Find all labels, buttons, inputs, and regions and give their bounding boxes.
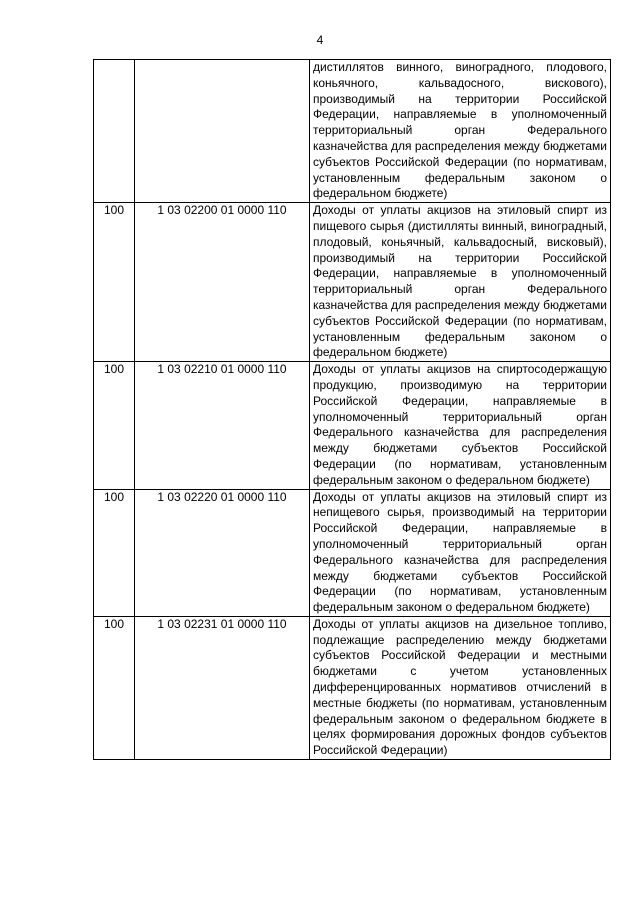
description-cell	[310, 489, 611, 616]
description-cell	[310, 60, 611, 203]
page-number: 4	[316, 33, 324, 47]
table-row	[94, 489, 611, 616]
kbk-code-cell: 1 03 02200 01 0000 110	[135, 203, 310, 362]
revenue-classification-table	[93, 59, 611, 760]
kbk-code-cell: 1 03 02210 01 0000 110	[135, 362, 310, 489]
admin-code-cell: 100	[94, 203, 135, 362]
description-cell	[310, 616, 611, 759]
description-text: Доходы от уплаты акцизов на дизельное топливо, подлежащие распределению между бюджетами субъектов Российской Федерации и местными бюджетами с учетом установленных дифференцированных нормативов отчислений в местные бюджеты (по нормативам, установленным федеральным законом о федеральном бюджете в целях формирования дорожных фондов субъектов Российской Федерации)	[313, 616, 607, 758]
table-row	[94, 203, 611, 362]
admin-code-cell	[94, 60, 135, 203]
description-text: Доходы от уплаты акцизов на этиловый спирт из пищевого сырья (дистилляты винный, виноградный, плодовый, коньячный, кальвадосный, висковый), производимый на территории Российской Федерации, направляемые в уполномоченный территориальный орган Федерального казначейства для распределения между бюджетами субъектов Российской Федерации (по нормативам, установленным федеральным законом о федеральном бюджете)	[313, 203, 607, 360]
kbk-code-cell	[135, 60, 310, 203]
table-row	[94, 60, 611, 203]
description-cell	[310, 362, 611, 489]
description-text: Доходы от уплаты акцизов на этиловый спирт из непищевого сырья, производимый на территории Российской Федерации, направляемые в уполномоченный территориальный орган Федерального казначейства для распределения между бюджетами субъектов Российской Федерации (по нормативам, установленным федеральным законом о федеральном бюджете)	[313, 489, 607, 615]
description-cell	[310, 203, 611, 362]
admin-code-cell: 100	[94, 616, 135, 759]
admin-code-cell: 100	[94, 362, 135, 489]
admin-code-cell: 100	[94, 489, 135, 616]
description-text: дистиллятов винного, виноградного, плодового, коньячного, кальвадосного, вискового), производимый на территории Российской Федерации, направляемые в уполномоченный территориальный орган Федерального казначейства для распределения между бюджетами субъектов Российской Федерации (по нормативам, установленным федеральным законом о федеральном бюджете)	[313, 60, 607, 201]
description-text: Доходы от уплаты акцизов на спиртосодержащую продукцию, производимую на территории Российской Федерации, направляемые в уполномоченный территориальный орган Федерального казначейства для распределения между бюджетами субъектов Российской Федерации (по нормативам, установленным федеральным законом о федеральном бюджете)	[313, 362, 607, 487]
kbk-code-cell: 1 03 02220 01 0000 110	[135, 489, 310, 616]
table-row	[94, 362, 611, 489]
kbk-code-cell: 1 03 02231 01 0000 110	[135, 616, 310, 759]
table-row	[94, 616, 611, 759]
